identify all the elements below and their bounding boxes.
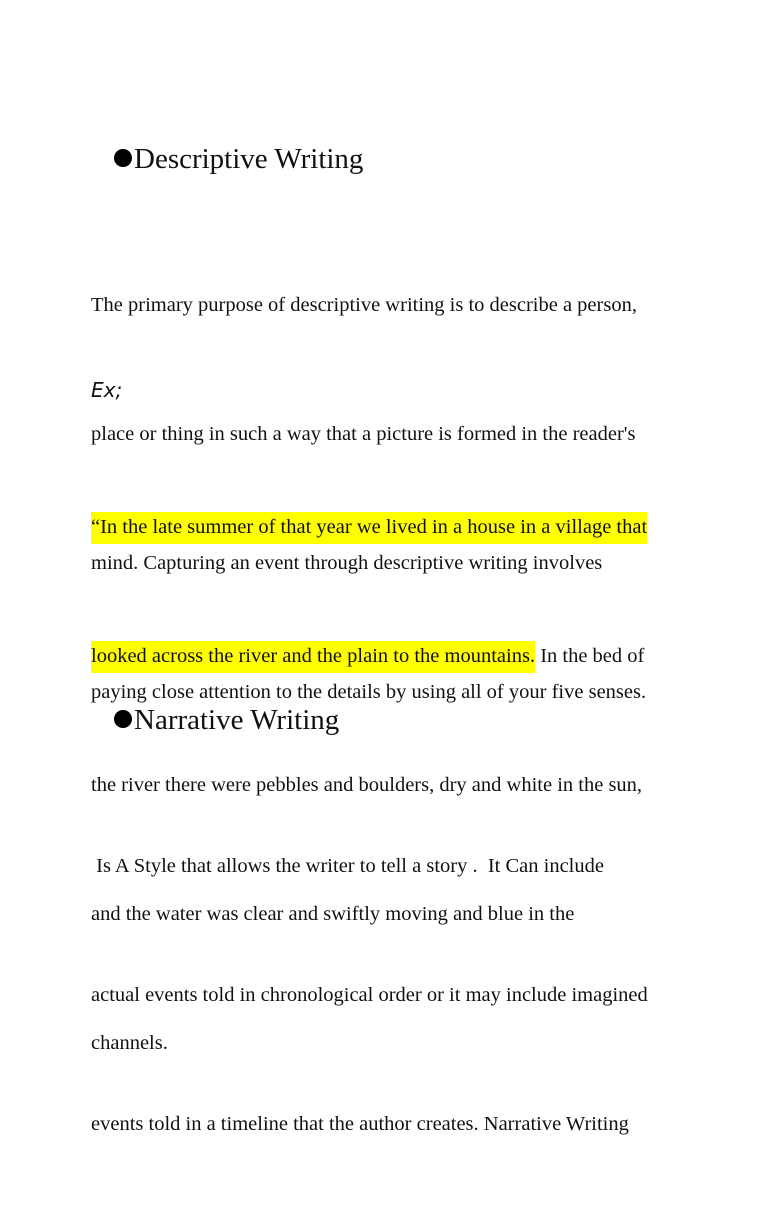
paragraph-line: Is A Style that allows the writer to tell a story . It Can include bbox=[91, 855, 604, 877]
example-text: In the bed of bbox=[535, 645, 645, 667]
example-line: the river there were pebbles and boulders, dry and white in the sun, bbox=[91, 774, 643, 796]
heading-text: Descriptive Writing bbox=[134, 143, 364, 175]
highlighted-text: looked across the river and the plain to the mountains. bbox=[91, 641, 535, 673]
example-line: channels. bbox=[91, 1032, 168, 1054]
paragraph-line: events told in a timeline that the author creates. Narrative Writing bbox=[91, 1113, 629, 1135]
example-line: and the water was clear and swiftly moving and blue in the bbox=[91, 903, 575, 925]
heading-narrative-writing bbox=[114, 702, 339, 738]
paragraph-line: actual events told in chronological order or it may include imagined bbox=[91, 984, 648, 1006]
paragraph-line: paying close attention to the details by using all of your five senses. bbox=[91, 681, 647, 703]
paragraph-line: place or thing in such a way that a picture is formed in the reader's bbox=[91, 423, 636, 445]
paragraph-line: The primary purpose of descriptive writing is to describe a person, bbox=[91, 294, 637, 316]
bullet-icon bbox=[114, 710, 132, 728]
example-line-2 bbox=[91, 635, 691, 678]
highlighted-text: “In the late summer of that year we lived in a house in a village that bbox=[91, 512, 647, 544]
narrative-paragraph bbox=[91, 759, 691, 1232]
bullet-icon bbox=[114, 149, 132, 167]
heading-descriptive-writing bbox=[114, 141, 363, 177]
example-label: Ex; bbox=[91, 378, 123, 402]
paragraph-line: mind. Capturing an event through descriptive writing involves bbox=[91, 552, 603, 574]
example-line-1 bbox=[91, 506, 691, 549]
heading-text: Narrative Writing bbox=[134, 704, 340, 736]
